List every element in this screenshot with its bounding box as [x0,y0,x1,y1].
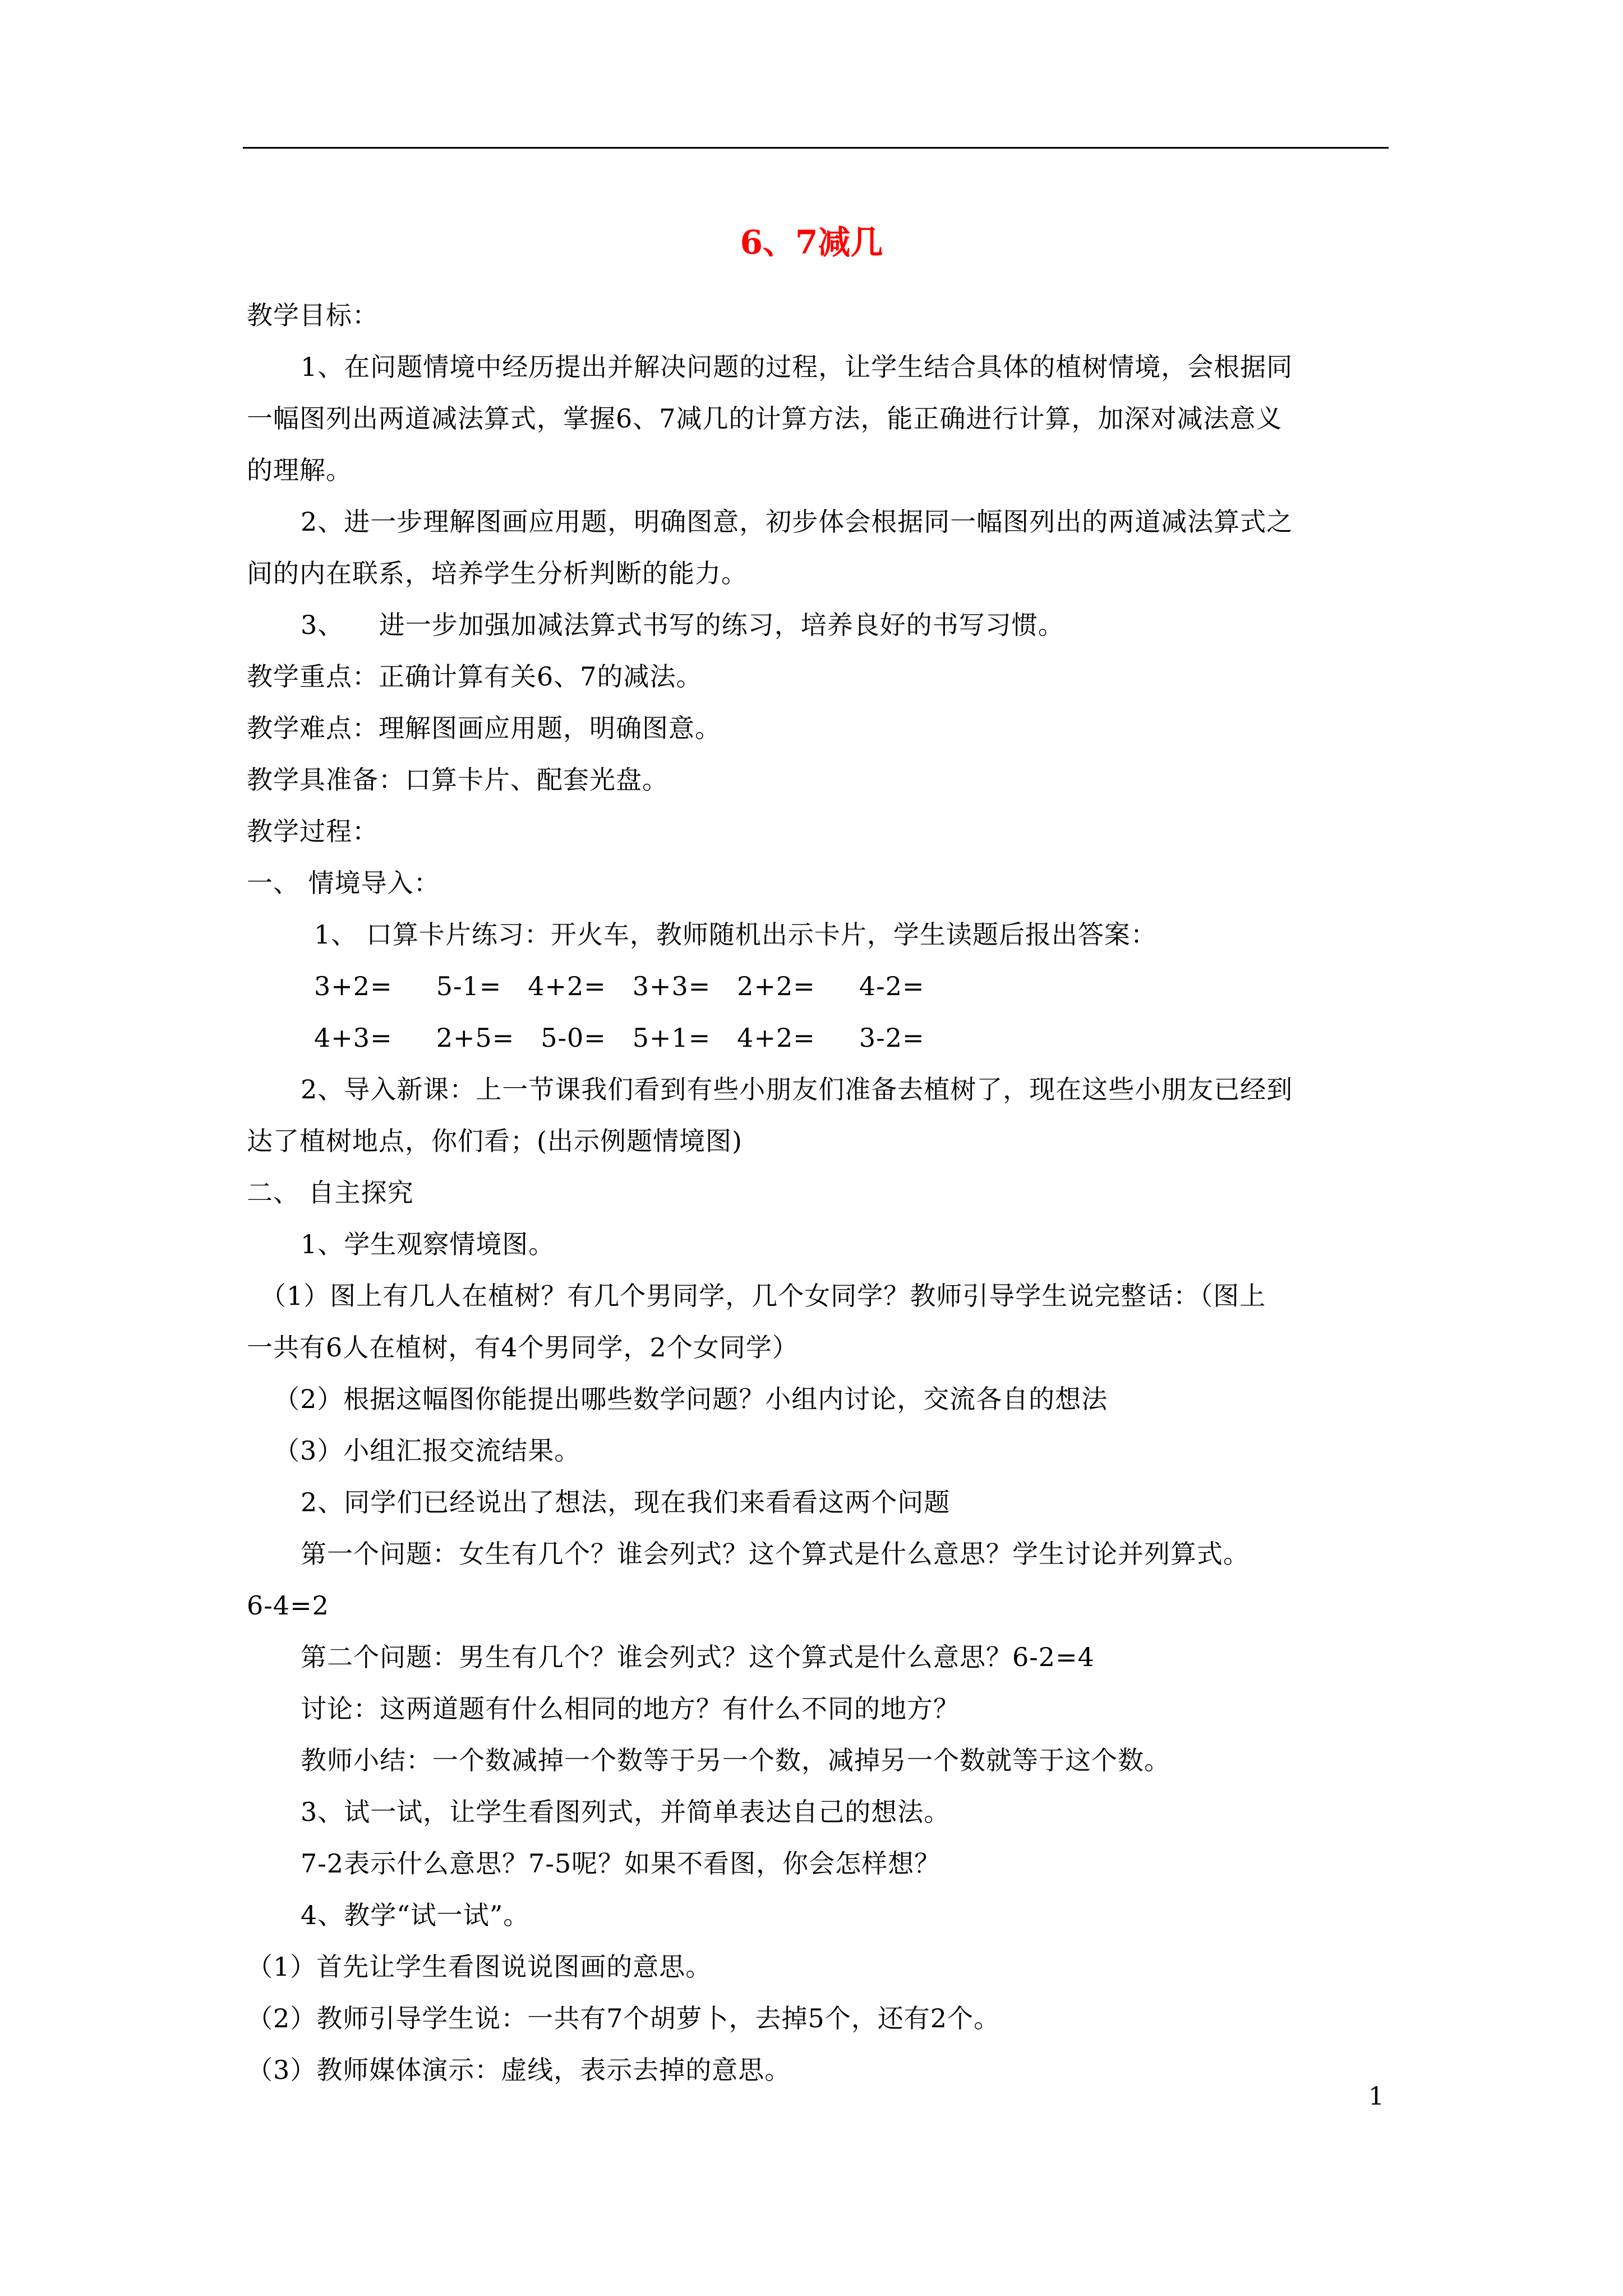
text-line: 教师小结：一个数减掉一个数等于另一个数，减掉另一个数就等于这个数。 [301,1745,1170,1775]
text-line: 教学具准备：口算卡片、配套光盘。 [247,765,668,795]
text-line: 1、在问题情境中经历提出并解决问题的过程，让学生结合具体的植树情境，会根据同 [301,352,1293,382]
text-line: （3）小组汇报交流结果。 [274,1435,581,1466]
text-line: 讨论：这两道题有什么相同的地方？有什么不同的地方？ [301,1694,960,1724]
text-line: 4+3= 2+5= 5-0= 5+1= 4+2= 3-2= [314,1023,925,1053]
text-line: （3）教师媒体演示：虚线，表示去掉的意思。 [247,2055,791,2085]
text-line: （2）教师引导学生说：一共有7个胡萝卜，去掉5个，还有2个。 [247,2003,1000,2033]
text-line: 2、同学们已经说出了想法，现在我们来看看这两个问题 [301,1487,951,1517]
text-line: （1）首先让学生看图说说图画的意思。 [247,1952,712,1982]
document-title: 6、7减几 [740,223,883,261]
text-line: 3+2= 5-1= 4+2= 3+3= 2+2= 4-2= [314,971,925,1001]
text-line: 教学目标： [247,300,379,330]
text-line: 1、 口算卡片练习：开火车，教师随机出示卡片，学生读题后报出答案： [314,919,1157,950]
text-line: 教学难点：理解图画应用题，明确图意。 [247,713,721,743]
text-line: 的理解。 [247,455,352,485]
text-line: 第二个问题：男生有几个？谁会列式？这个算式是什么意思？6-2=4 [301,1642,1095,1672]
text-line: 3、试一试，让学生看图列式，并简单表达自己的想法。 [301,1797,951,1827]
text-line: 教学重点：正确计算有关6、7的减法。 [247,661,703,692]
page-number: 1 [1368,2082,1384,2111]
text-line: 一共有6人在植树，有4个男同学，2个女同学） [247,1332,799,1363]
text-line: 教学过程： [247,816,379,846]
text-line: 间的内在联系，培养学生分析判断的能力。 [247,558,748,588]
text-line: 1、学生观察情境图。 [301,1229,555,1259]
text-line: （1）图上有几人在植树？有几个男同学，几个女同学？教师引导学生说完整话：（图上 [260,1281,1266,1311]
text-line: 7-2表示什么意思？7-5呢？如果不看图，你会怎样想？ [301,1848,941,1879]
text-line: 一、 情境导入： [247,868,440,898]
text-line: 一幅图列出两道减法算式，掌握6、7减几的计算方法，能正确进行计算，加深对减法意义 [247,403,1283,434]
text-line: 第一个问题：女生有几个？谁会列式？这个算式是什么意思？学生讨论并列算式。 [301,1539,1249,1569]
text-line: 4、教学“试一试”。 [301,1900,530,1930]
text-line: 6-4=2 [247,1590,329,1621]
text-line: 3、 进一步加强加减法算式书写的练习，培养良好的书写习惯。 [301,610,1064,640]
text-line: 2、进一步理解图画应用题，明确图意，初步体会根据同一幅图列出的两道减法算式之 [301,507,1293,537]
text-line: 二、 自主探究 [247,1177,414,1208]
text-line: （2）根据这幅图你能提出哪些数学问题？小组内讨论，交流各自的想法 [274,1384,1108,1414]
text-line: 2、导入新课：上一节课我们看到有些小朋友们准备去植树了，现在这些小朋友已经到 [301,1074,1293,1105]
text-line: 达了植树地点，你们看；(出示例题情境图) [247,1126,743,1156]
header-rule [243,147,1389,149]
